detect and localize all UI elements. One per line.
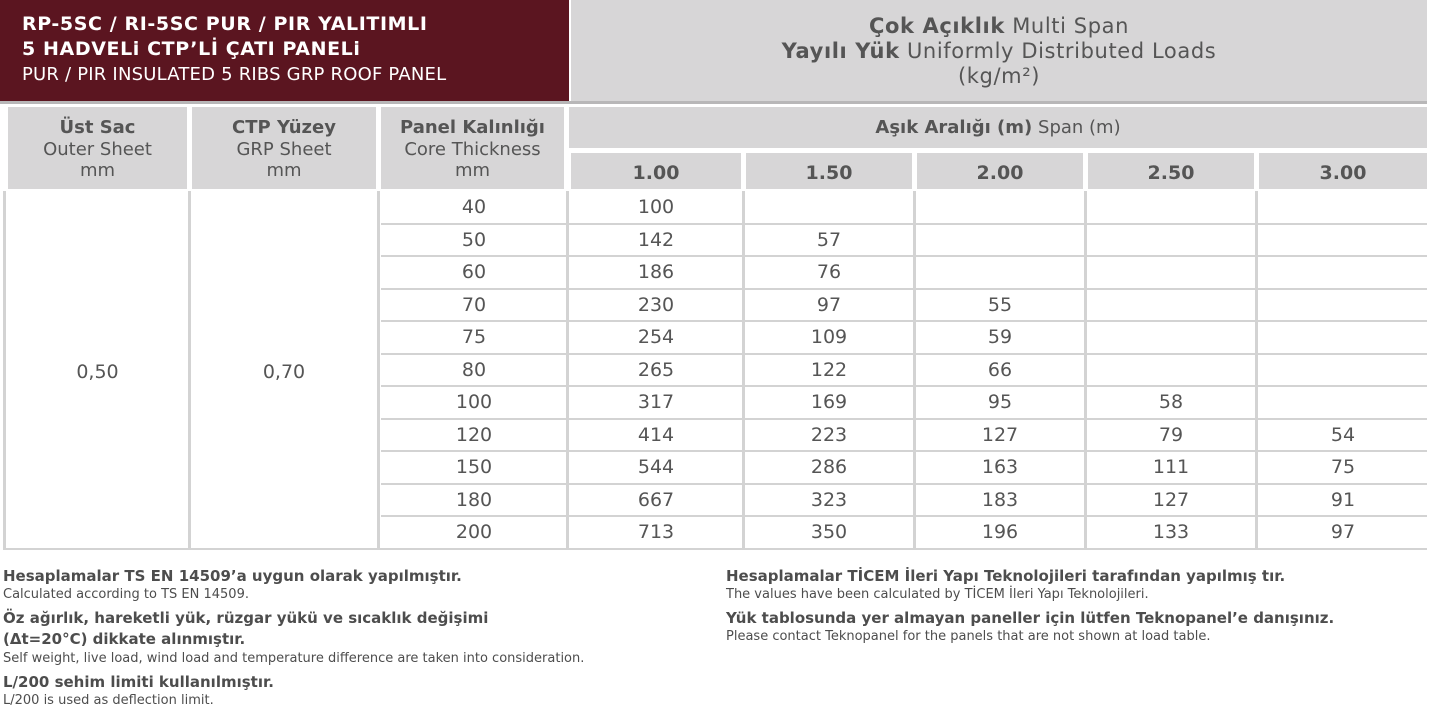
load-value-cell: 133 [1152,521,1190,543]
load-value-cell: 169 [810,391,848,413]
thickness-cell: 40 [461,196,487,218]
thickness-cell: 150 [455,456,493,478]
load-value-cell: 350 [810,521,848,543]
panel-title-block [0,0,569,101]
load-value-cell: 97 [1330,521,1356,543]
note-standard-en: Calculated according to TS EN 14509. [3,587,249,602]
load-value-cell [917,256,1083,288]
load-value-cell [1259,321,1427,353]
load-value-cell: 286 [810,456,848,478]
column-divider [377,191,380,549]
load-value-cell: 163 [981,456,1019,478]
load-value-cell: 75 [1330,456,1356,478]
column-divider [3,191,6,549]
load-value-cell: 127 [1152,488,1190,511]
load-type-line-2 [571,39,1427,64]
note-loads-en: Self weight, live load, wind load and temperature difference are taken into consideration. [3,651,585,666]
column-divider [1255,191,1258,549]
thickness-cell: 60 [461,261,487,283]
load-value-cell: 111 [1152,456,1190,478]
load-value-cell [917,191,1083,223]
grp-sheet-value: 0,70 [262,361,306,383]
load-value-cell: 58 [1158,391,1184,413]
thickness-cell: 75 [461,326,487,348]
outer-sheet-tr: Üst Sac [59,117,136,138]
note-deflection-en: L/200 is used as deflection limit. [3,693,214,708]
span-tr: Aşık Aralığı (m) [875,117,1033,138]
load-value-cell: 122 [810,358,848,381]
note-deflection-tr: L/200 sehim limiti kullanılmıştır. [3,673,274,691]
distributed-load-en: Uniformly Distributed Loads [906,39,1217,63]
load-value-cell: 54 [1330,423,1356,446]
load-value-cell: 317 [637,391,675,413]
load-value-cell: 127 [981,423,1019,446]
header-grp-sheet [192,107,376,189]
note-loads-tr-1: Öz ağırlık, hareketli yük, rüzgar yükü ve sıcaklık değişimi [3,609,489,627]
load-unit: (kg/m²) [957,64,1041,88]
note-contact-en: Please contact Teknopanel for the panels that are not shown at load table. [726,629,1211,644]
load-value-cell: 196 [981,521,1019,543]
header-span [569,107,1427,148]
load-value-cell [1088,289,1254,321]
note-calculated-by-en: The values have been calculated by TİCEM İleri Yapı Teknolojileri. [726,587,1149,602]
load-value-cell [1259,354,1427,386]
outer-sheet-value: 0,50 [76,361,119,383]
load-value-cell: 76 [816,261,842,283]
title-turkish-line-1: RP-5SC / RI-5SC PUR / PIR YALITIMLI [22,13,428,35]
span-column-4: 2.50 [1088,153,1254,189]
title-turkish-line-2: 5 HADVELi CTP’Lİ ÇATI PANELi [22,38,361,60]
multi-span-tr: Çok Açıklık [868,14,1005,38]
multi-span-en: Multi Span [1012,14,1130,38]
load-value-cell: 95 [987,391,1013,413]
load-value-cell [1088,224,1254,256]
load-value-cell: 183 [981,488,1019,511]
load-value-cell [1088,321,1254,353]
load-value-cell: 97 [816,293,842,316]
thickness-cell: 100 [455,391,493,413]
header-divider [0,101,1427,104]
note-calculated-by-tr: Hesaplamalar TİCEM İleri Yapı Teknolojileri tarafından yapılmış tır. [726,567,1286,585]
header-core-thickness [381,107,564,189]
thickness-cell: 70 [461,293,487,316]
span-column-3: 2.00 [917,153,1083,189]
load-type-line-1 [571,14,1427,39]
load-value-cell [1259,289,1427,321]
grp-sheet-unit: mm [266,160,302,181]
table-bottom-rule [3,548,1427,550]
column-divider [913,191,916,549]
column-divider [188,191,191,549]
core-thickness-tr: Panel Kalınlığı [400,117,545,138]
load-value-cell: 79 [1158,423,1184,446]
load-value-cell: 59 [987,326,1013,348]
span-column-1: 1.00 [571,153,741,189]
thickness-cell: 50 [461,228,487,251]
load-value-cell: 230 [637,293,675,316]
load-value-cell: 544 [637,456,675,478]
span-column-5: 3.00 [1259,153,1427,189]
load-value-cell: 186 [637,261,675,283]
core-thickness-en: Core Thickness [404,139,541,160]
note-loads-tr-2: (Δt=20°C) dikkate alınmıştır. [3,630,246,648]
outer-sheet-unit: mm [79,160,116,181]
thickness-cell: 80 [461,358,487,381]
grp-sheet-tr: CTP Yüzey [232,117,336,138]
load-value-cell: 91 [1330,488,1356,511]
header-outer-sheet [8,107,187,189]
distributed-load-tr: Yayılı Yük [781,39,900,63]
load-value-cell [1259,386,1427,418]
load-value-cell: 109 [810,326,848,348]
load-value-cell: 323 [810,488,848,511]
load-value-cell: 55 [987,293,1013,316]
load-value-cell: 265 [637,358,675,381]
thickness-cell: 180 [455,488,493,511]
note-standard-tr: Hesaplamalar TS EN 14509’a uygun olarak yapılmıştır. [3,567,462,585]
load-value-cell [1088,256,1254,288]
load-value-cell: 414 [637,423,675,446]
grp-sheet-en: GRP Sheet [236,139,332,160]
title-english: PUR / PIR INSULATED 5 RIBS GRP ROOF PANEL [22,64,447,85]
load-value-cell [1259,224,1427,256]
load-value-cell [1259,191,1427,223]
outer-sheet-en: Outer Sheet [43,139,152,160]
load-value-cell: 100 [637,196,675,218]
span-column-2: 1.50 [746,153,912,189]
load-value-cell: 254 [637,326,675,348]
column-divider [1084,191,1087,549]
load-value-cell: 223 [810,423,848,446]
load-value-cell [1088,354,1254,386]
thickness-cell: 120 [455,423,493,446]
load-type-header [571,0,1427,101]
load-value-cell: 66 [987,358,1013,381]
load-value-cell [746,191,912,223]
core-thickness-unit: mm [454,160,491,181]
load-value-cell [1259,256,1427,288]
load-value-cell [917,224,1083,256]
column-divider [566,191,569,549]
load-value-cell: 57 [816,228,842,251]
load-value-cell: 142 [637,228,675,251]
load-value-cell: 667 [637,488,675,511]
load-value-cell: 713 [637,521,675,543]
note-contact-tr: Yük tablosunda yer almayan paneller için lütfen Teknopanel’e danışınız. [726,609,1335,627]
thickness-cell: 200 [455,521,493,543]
load-value-cell [1088,191,1254,223]
column-divider [742,191,745,549]
span-en: Span (m) [1038,117,1121,138]
